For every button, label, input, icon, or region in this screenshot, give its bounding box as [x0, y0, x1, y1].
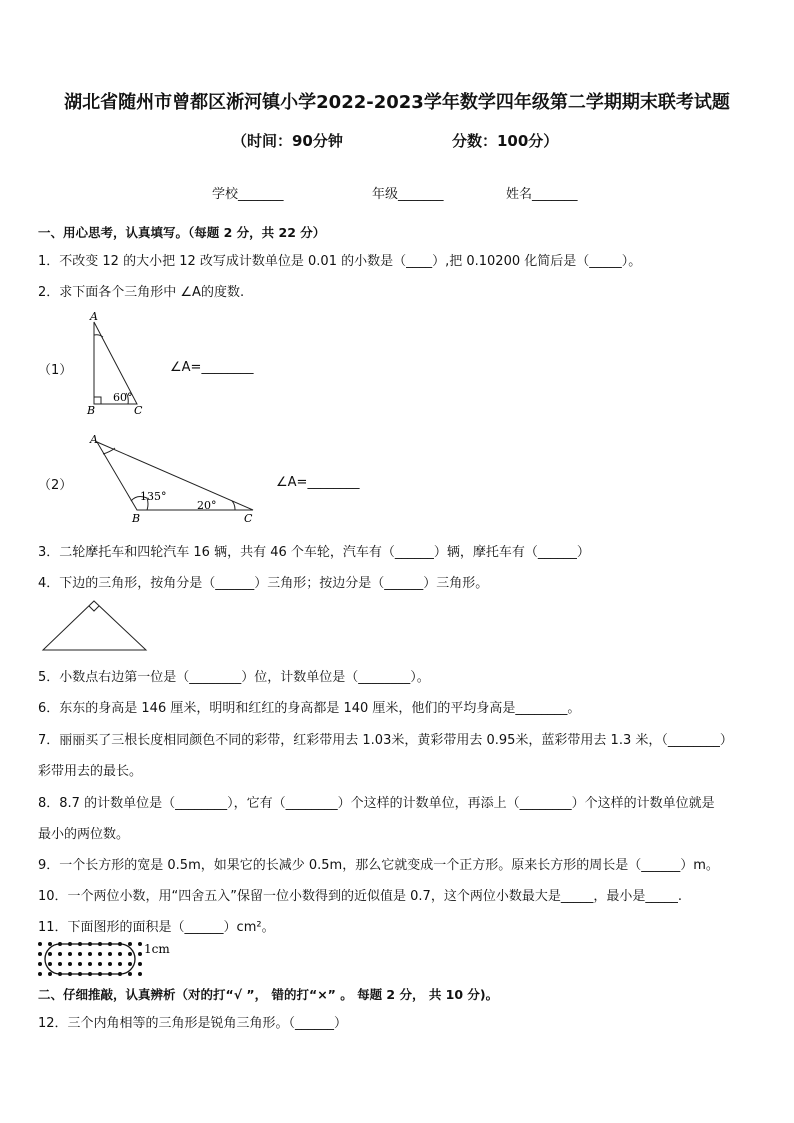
question-4: 4．下边的三角形，按角分是（______）三角形；按边分是（______）三角形。	[38, 576, 489, 591]
grade-field[interactable]: 年级_______	[372, 187, 444, 202]
obtuse-triangle-figure	[85, 430, 265, 526]
question-2: 2．求下面各个三角形中 ∠A的度数.	[38, 285, 245, 300]
question-9: 9．一个长方形的宽是 0.5m，如果它的长减少 0.5m，那么它就变成一个正方形。原来长方形的周长是（______）m。	[38, 858, 719, 873]
angle-b-label: 135°	[140, 490, 167, 503]
question-5: 5．小数点右边第一位是（________）位，计数单位是（________）。	[38, 670, 430, 685]
time-text: （时间：90分钟	[232, 132, 343, 150]
vertex-b-label: B	[87, 404, 96, 417]
grid-dots	[38, 942, 142, 976]
section-2-heading: 二、仔细推敲，认真辨析（对的打“√ ”， 错的打“×” 。 每题 2 分， 共 10 分)。	[38, 987, 499, 1002]
angle-answer-2[interactable]: ∠A=________	[276, 475, 360, 490]
vertex-b-label-2: B	[132, 512, 141, 525]
question-12: 12．三个内角相等的三角形是锐角三角形。（______）	[38, 1016, 348, 1031]
dot-grid-figure	[34, 938, 184, 982]
question-7-line-1: 7．丽丽买了三根长度相同颜色不同的彩带，红彩带用去 1.03米，黄彩带用去 0.95米，蓝彩带用去 1.3 米，（________）	[38, 733, 733, 748]
name-field[interactable]: 姓名_______	[506, 187, 578, 202]
vertex-c-label-2: C	[244, 512, 253, 525]
rounded-shape-outline	[45, 944, 135, 974]
question-10: 10．一个两位小数，用“四舍五入”保留一位小数得到的近似值是 0.7，这个两位小数最大是_____，最小是_____.	[38, 889, 682, 904]
question-11: 11．下面图形的面积是（______）cm²。	[38, 920, 275, 935]
exam-title: 湖北省随州市曾都区淅河镇小学2022-2023学年数学四年级第二学期期末联考试题	[64, 92, 730, 113]
question-8-line-1: 8．8.7 的计数单位是（________），它有（________）个这样的计数单位，再添上（________）个这样的计数单位就是	[38, 796, 715, 811]
vertex-c-label: C	[134, 404, 143, 417]
question-2-part-2-label: （2）	[38, 478, 73, 493]
vertex-a-label-2: A	[90, 433, 98, 446]
section-1-heading: 一、用心思考，认真填写。（每题 2 分，共 22 分）	[38, 225, 326, 240]
question-1: 1．不改变 12 的大小把 12 改写成计数单位是 0.01 的小数是（____）,把 0.10200 化简后是（_____）。	[38, 254, 642, 269]
school-field[interactable]: 学校_______	[212, 187, 284, 202]
angle-answer-1[interactable]: ∠A=________	[170, 360, 254, 375]
isosceles-right-triangle-figure	[40, 598, 152, 654]
vertex-a-label: A	[90, 310, 98, 323]
question-3: 3．二轮摩托车和四轮汽车 16 辆，共有 46 个车轮，汽车有（______）辆，摩托车有（______）	[38, 545, 590, 560]
question-8-line-2: 最小的两位数。	[38, 827, 130, 842]
angle-c-label: 60°	[113, 391, 133, 404]
question-2-part-1-label: （1）	[38, 363, 73, 378]
score-text: 分数：100分）	[452, 132, 559, 150]
angle-c-label-2: 20°	[197, 499, 217, 512]
unit-length-label: 1cm	[144, 942, 170, 956]
right-triangle-figure	[82, 308, 162, 420]
question-6: 6．东东的身高是 146 厘米，明明和红红的身高都是 140 厘米，他们的平均身高是________。	[38, 701, 581, 716]
question-7-line-2: 彩带用去的最长。	[38, 764, 143, 779]
